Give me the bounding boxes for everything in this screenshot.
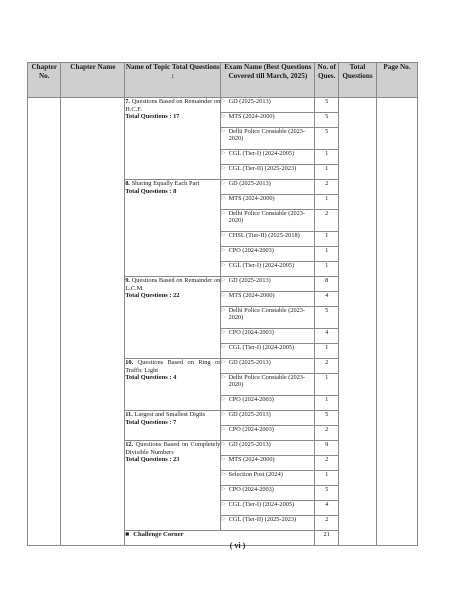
question-count: 1 [315, 232, 339, 247]
contents-table [27, 62, 418, 546]
exam-name: CPO (2024-2003) [228, 329, 274, 336]
exam-name: CPO (2024-2003) [228, 486, 274, 493]
question-count: 5 [315, 128, 339, 150]
header-exam: Exam Name (Best Questions Covered till March, 2025) [221, 63, 315, 98]
exam-name: CGL (Tier-I) (2024-2005) [228, 344, 295, 351]
question-count: 5 [315, 411, 339, 426]
total-questions-cell [339, 98, 377, 546]
arrow-icon: ▷ [221, 441, 226, 447]
header-no-ques: No. of Ques. [315, 63, 339, 98]
topic-cell [125, 441, 221, 531]
exam-name: GD (2025-2013) [228, 359, 271, 366]
question-count: 2 [315, 426, 339, 441]
arrow-icon: ▷ [221, 113, 226, 119]
question-count: 9 [315, 441, 339, 456]
challenge-count: 21 [315, 531, 339, 546]
arrow-icon: ▷ [221, 247, 226, 253]
page-number-cell [376, 98, 417, 546]
question-count: 4 [315, 329, 339, 344]
exam-cell [221, 486, 315, 501]
arrow-icon: ▷ [221, 329, 226, 335]
topic-cell [125, 180, 221, 277]
arrow-icon: ▷ [221, 456, 226, 462]
exam-cell [221, 441, 315, 456]
question-count: 2 [315, 456, 339, 471]
exam-cell [221, 180, 315, 195]
exam-name: MTS (2024-2000) [228, 195, 275, 202]
exam-name: GD (2025-2013) [228, 180, 271, 187]
question-count: 5 [315, 98, 339, 113]
topic-total: Total Questions : 8 [125, 187, 177, 195]
topic-number: 8. [125, 180, 131, 187]
header-page: Page No. [376, 63, 417, 98]
square-bullet-icon: ■ [125, 531, 130, 538]
question-count: 4 [315, 501, 339, 516]
topic-name: Questions Based on Completely Divisible Numbers [125, 441, 221, 456]
arrow-icon: ▷ [221, 128, 226, 134]
exam-name: Selection Post (2024) [228, 471, 283, 478]
exam-cell [221, 262, 315, 277]
exam-name: MTS (2024-2000) [228, 456, 275, 463]
question-count: 1 [315, 344, 339, 359]
exam-name: Delhi Police Constable (2023-2020) [228, 307, 306, 322]
contents-body [28, 98, 418, 546]
topic-total: Total Questions : 17 [125, 113, 180, 121]
header-total: Total Questions [339, 63, 377, 98]
question-count: 1 [315, 165, 339, 180]
exam-name: CPO (2024-2003) [228, 426, 274, 433]
topic-number: 12. [125, 441, 134, 448]
question-count: 5 [315, 113, 339, 128]
topic-name: Largest and Smallest Digits [134, 411, 206, 418]
exam-cell [221, 456, 315, 471]
exam-cell [221, 150, 315, 165]
exam-name: CPO (2024-2003) [228, 396, 274, 403]
arrow-icon: ▷ [221, 292, 226, 298]
arrow-icon: ▷ [221, 277, 226, 283]
exam-cell [221, 396, 315, 411]
chapter-name-cell [61, 98, 125, 546]
exam-name: CHSL (Tier-II) (2025-2018) [228, 232, 300, 239]
header-row [28, 63, 418, 98]
arrow-icon: ▷ [221, 344, 226, 350]
exam-name: MTS (2024-2000) [228, 292, 275, 299]
chapter-no-cell [28, 98, 61, 546]
exam-cell [221, 128, 315, 150]
arrow-icon: ▷ [221, 411, 226, 417]
header-chapter-no: Chapter No. [28, 63, 61, 98]
exam-cell [221, 113, 315, 128]
header-chapter-name: Chapter Name [61, 63, 125, 98]
arrow-icon: ▷ [221, 516, 226, 522]
exam-cell [221, 516, 315, 531]
topic-number: 10. [125, 359, 134, 366]
exam-name: GD (2025-2013) [228, 98, 271, 105]
arrow-icon: ▷ [221, 426, 226, 432]
arrow-icon: ▷ [221, 232, 226, 238]
exam-name: MTS (2024-2000) [228, 113, 275, 120]
question-count: 2 [315, 180, 339, 195]
arrow-icon: ▷ [221, 180, 226, 186]
arrow-icon: ▷ [221, 307, 226, 313]
topic-cell [125, 411, 221, 441]
exam-cell [221, 98, 315, 113]
topic-name: Sharing Equally Each Part [131, 180, 200, 187]
page-number: ( vi ) [229, 541, 246, 550]
question-count: 1 [315, 396, 339, 411]
exam-cell [221, 247, 315, 262]
topic-name: Questions Based on Remainder on H.C.F. [125, 98, 221, 113]
exam-cell [221, 359, 315, 374]
arrow-icon: ▷ [221, 501, 226, 507]
arrow-icon: ▷ [221, 374, 226, 380]
question-count: 1 [315, 150, 339, 165]
exam-name: CGL (Tier-II) (2025-2023) [228, 516, 297, 523]
question-count: 1 [315, 195, 339, 210]
topic-cell [125, 277, 221, 359]
arrow-icon: ▷ [221, 396, 226, 402]
question-count: 5 [315, 486, 339, 501]
exam-name: CGL (Tier-I) (2024-2005) [228, 150, 295, 157]
exam-name: GD (2025-2013) [228, 277, 271, 284]
exam-name: CGL (Tier-I) (2024-2005) [228, 262, 295, 269]
exam-cell [221, 426, 315, 441]
header-topic: Name of Topic Total Questions : [125, 63, 221, 98]
question-count: 2 [315, 210, 339, 232]
table-row [28, 98, 418, 113]
challenge-label: Challenge Corner [133, 531, 184, 538]
topic-cell [125, 98, 221, 180]
question-count: 2 [315, 516, 339, 531]
exam-name: CGL (Tier-I) (2024-2005) [228, 501, 295, 508]
exam-name: Delhi Police Constable (2023-2020) [228, 210, 306, 225]
arrow-icon: ▷ [221, 195, 226, 201]
exam-name: CPO (2024-2003) [228, 247, 274, 254]
exam-cell [221, 292, 315, 307]
topic-total: Total Questions : 23 [125, 456, 180, 464]
arrow-icon: ▷ [221, 150, 226, 156]
exam-cell [221, 374, 315, 396]
question-count: 8 [315, 277, 339, 292]
exam-cell [221, 501, 315, 516]
arrow-icon: ▷ [221, 359, 226, 365]
topic-total: Total Questions : 22 [125, 292, 180, 300]
topic-total: Total Questions : 7 [125, 418, 177, 426]
exam-cell [221, 165, 315, 180]
exam-cell [221, 195, 315, 210]
topic-number: 9. [125, 277, 131, 284]
exam-cell [221, 344, 315, 359]
exam-name: CGL (Tier-II) (2025-2023) [228, 165, 297, 172]
exam-cell [221, 411, 315, 426]
exam-cell [221, 307, 315, 329]
topic-number: 11. [125, 411, 133, 418]
topic-name: Questions Based on Remainder on L.C.M. [125, 277, 221, 292]
arrow-icon: ▷ [221, 262, 226, 268]
question-count: 1 [315, 374, 339, 396]
topic-number: 7. [125, 98, 131, 105]
arrow-icon: ▷ [221, 165, 226, 171]
exam-name: Delhi Police Constable (2023-2020) [228, 128, 306, 143]
exam-name: GD (2025-2013) [228, 441, 271, 448]
exam-cell [221, 210, 315, 232]
topic-name: Questions Based on Ring or Traffic Light [125, 359, 221, 374]
exam-cell [221, 277, 315, 292]
exam-cell [221, 329, 315, 344]
question-count: 4 [315, 292, 339, 307]
exam-cell [221, 232, 315, 247]
arrow-icon: ▷ [221, 98, 226, 104]
arrow-icon: ▷ [221, 471, 226, 477]
question-count: 5 [315, 307, 339, 329]
exam-cell [221, 471, 315, 486]
exam-name: Delhi Police Constable (2023-2020) [228, 374, 306, 389]
question-count: 1 [315, 471, 339, 486]
topic-cell [125, 359, 221, 411]
exam-name: GD (2025-2013) [228, 411, 271, 418]
topic-total: Total Questions : 4 [125, 374, 177, 382]
question-count: 2 [315, 359, 339, 374]
question-count: 1 [315, 262, 339, 277]
question-count: 1 [315, 247, 339, 262]
arrow-icon: ▷ [221, 486, 226, 492]
arrow-icon: ▷ [221, 210, 226, 216]
